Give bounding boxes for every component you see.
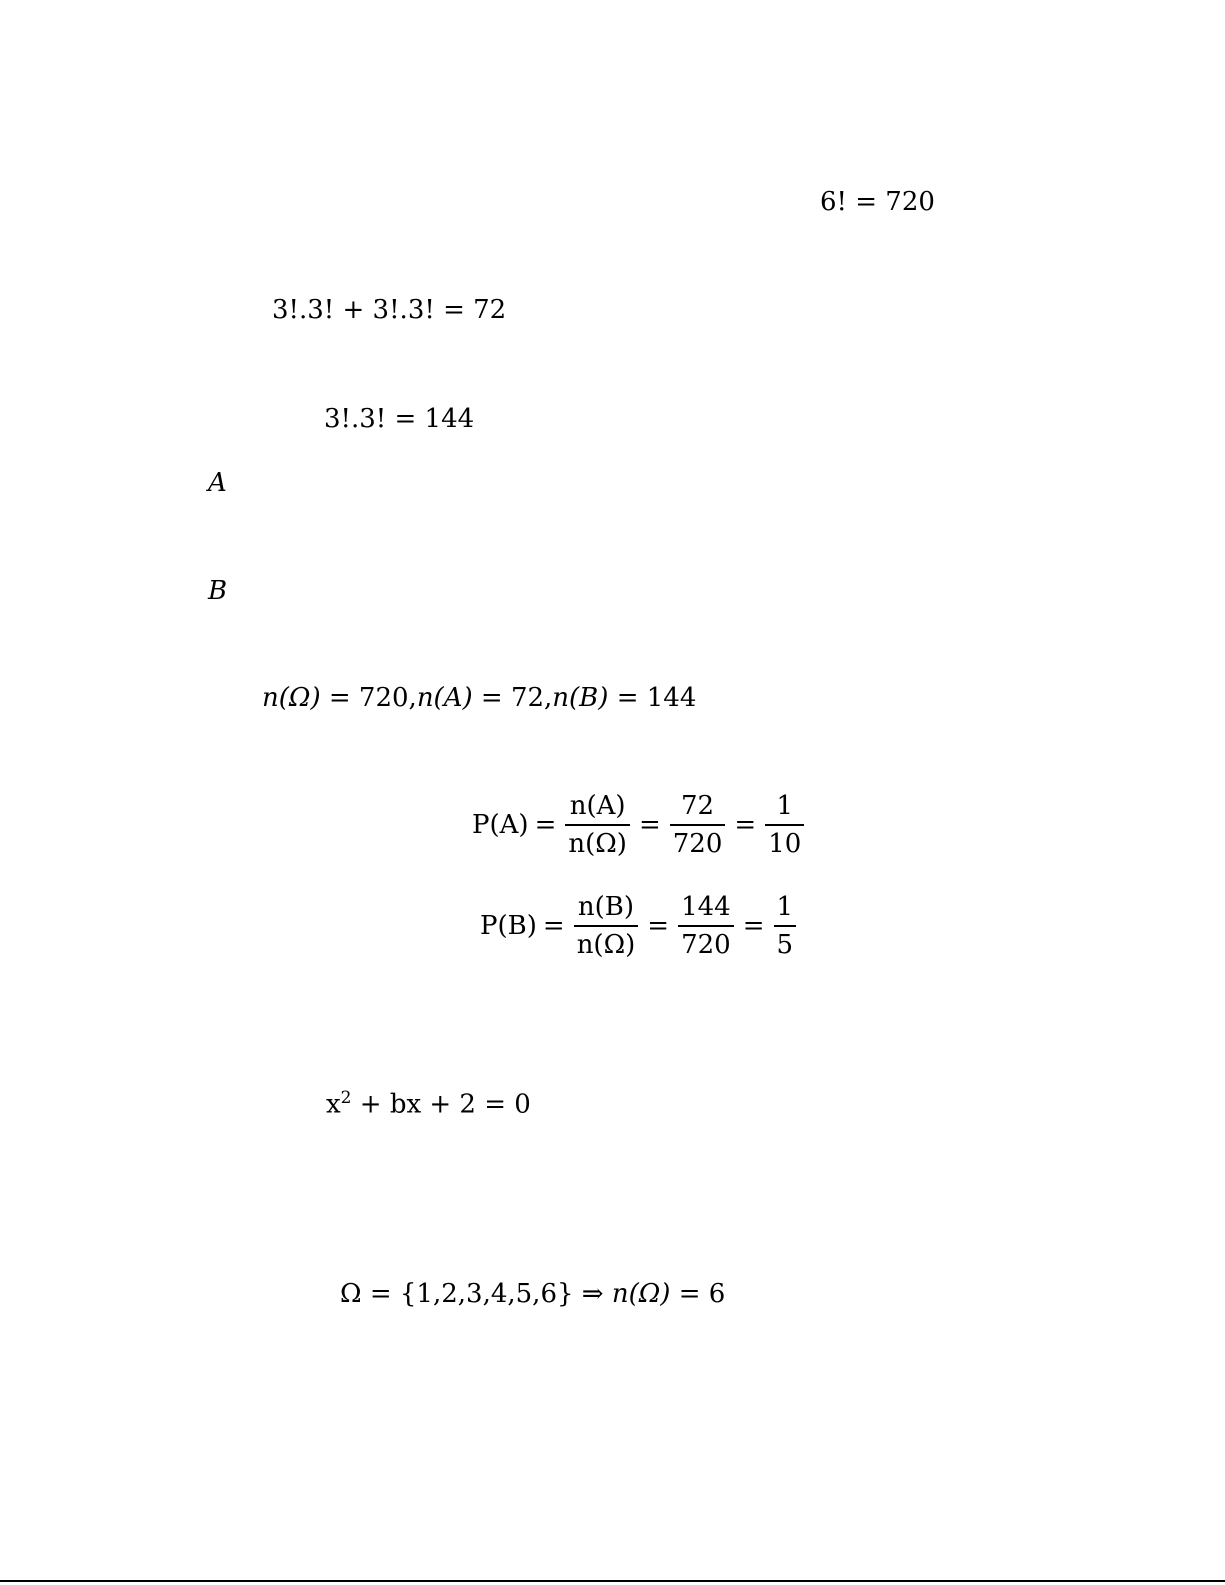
equation-sample-space	[340, 1278, 725, 1310]
fraction	[765, 790, 804, 860]
fraction	[678, 891, 734, 961]
equals-sign: =	[734, 810, 757, 840]
fraction-denominator: n(Ω)	[574, 925, 639, 961]
count-n-b: n(B)	[552, 683, 609, 713]
prob-a-lhs: P(A)	[472, 810, 529, 840]
count-n-a: n(A)	[416, 683, 473, 713]
fraction-numerator: n(B)	[577, 892, 635, 922]
quadratic-rest: + bx + 2 = 0	[351, 1089, 531, 1120]
sample-space-set: Ω = {1,2,3,4,5,6} ⇒	[340, 1279, 612, 1309]
event-label-text: A	[208, 468, 227, 498]
equation-probability-a	[472, 790, 807, 860]
quadratic-exponent: 2	[340, 1088, 352, 1108]
equation-case-b	[324, 403, 474, 435]
fraction-denominator: 720	[670, 824, 726, 860]
equals-sign: =	[647, 911, 670, 941]
fraction-denominator: n(Ω)	[565, 824, 630, 860]
equation-case-a	[272, 294, 506, 326]
page-bottom-border	[0, 1580, 1225, 1582]
fraction	[565, 790, 630, 860]
equals-sign: =	[638, 810, 661, 840]
fraction-numerator: 1	[776, 892, 794, 922]
fraction	[670, 790, 726, 860]
equation-probability-b	[480, 891, 799, 961]
equation-text: 3!.3! = 144	[324, 404, 475, 434]
fraction-denominator: 10	[765, 824, 804, 860]
event-label-b	[208, 575, 227, 607]
equals-sign: =	[742, 911, 765, 941]
fraction-numerator: 144	[681, 892, 731, 922]
fraction-numerator: 72	[681, 791, 715, 821]
equation-text: 6! = 720	[820, 187, 935, 217]
count-value-omega: = 720,	[320, 683, 417, 713]
equation-total-permutations	[820, 186, 935, 218]
equation-text: 3!.3! + 3!.3! = 72	[272, 295, 507, 325]
count-value-b: = 144	[608, 683, 697, 713]
event-label-a	[208, 467, 227, 499]
prob-b-lhs: P(B)	[480, 911, 537, 941]
sample-space-value: = 6	[670, 1279, 726, 1309]
fraction-numerator: n(A)	[569, 791, 626, 821]
equation-quadratic	[326, 1082, 531, 1121]
fraction	[774, 891, 797, 961]
equals-sign: =	[542, 911, 565, 941]
fraction-numerator: 1	[776, 791, 793, 821]
equals-sign: =	[534, 810, 557, 840]
count-value-a: = 72,	[472, 683, 553, 713]
fraction-denominator: 720	[678, 925, 734, 961]
event-label-text: B	[208, 576, 228, 606]
sample-space-n: n(Ω)	[611, 1279, 671, 1309]
quadratic-base: x	[326, 1089, 341, 1120]
equation-counts	[262, 682, 696, 714]
fraction	[574, 891, 639, 961]
count-n-omega: n(Ω)	[262, 683, 321, 713]
fraction-denominator: 5	[774, 925, 797, 961]
